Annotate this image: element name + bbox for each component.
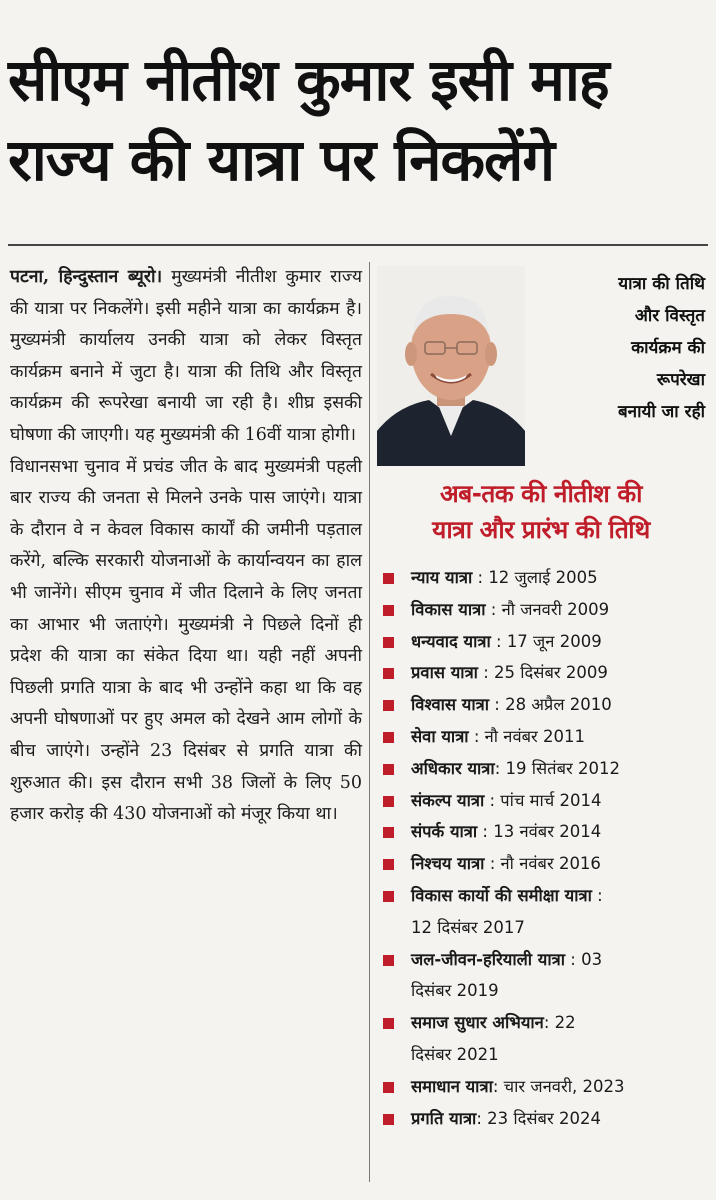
headline-line-1: सीएम नीतीश कुमार इसी माह (8, 46, 609, 114)
nitish-kumar-photo (377, 266, 525, 466)
caption-line-1: यात्रा की तिथि (618, 274, 705, 294)
trip-item (377, 880, 707, 944)
caption-line-3: कार्यक्रम की (631, 338, 705, 358)
trip-name: समाधान यात्रा (411, 1076, 493, 1096)
square-bullet-icon (383, 668, 394, 679)
trip-item (377, 944, 707, 1008)
trip-date: : 19 सितंबर 2012 (494, 758, 620, 778)
sidebar-title-line-1: अब-तक की नीतीश की (440, 479, 642, 508)
trip-item (377, 594, 707, 626)
square-bullet-icon (383, 573, 394, 584)
square-bullet-icon (383, 796, 394, 807)
trip-date: : 03 (565, 949, 603, 969)
trip-name: धन्यवाद यात्रा (411, 631, 491, 651)
photo-caption (533, 268, 705, 428)
square-bullet-icon (383, 637, 394, 648)
trip-date: : 13 नवंबर 2014 (477, 822, 602, 842)
trip-date-continued: दिसंबर 2021 (411, 1044, 499, 1064)
caption-line-2: और विस्तृत (634, 306, 705, 326)
article-text-1: मुख्यमंत्री नीतीश कुमार राज्य की यात्रा पर निकलेंगे। इसी महीने यात्रा का कार्यक्रम है। मुख्यमंत्री कार्यालय उनकी यात्रा को लेकर विस्तृत कार्यक्रम बनाने में जुटा है। यात्रा की तिथि और विस्तृत कार्यक्रम की रूपरेखा बनायी जा रही है। शीघ्र इसकी घोषणा की जाएगी। यह मुख्यमंत्री की 16वीं यात्रा होगी। (10, 267, 362, 445)
trip-date: : पांच मार्च 2014 (484, 790, 602, 810)
article-body (10, 262, 362, 831)
trip-item (377, 657, 707, 689)
trip-item (377, 785, 707, 817)
square-bullet-icon (383, 891, 394, 902)
trip-date: : 25 दिसंबर 2009 (477, 663, 608, 683)
square-bullet-icon (383, 1082, 394, 1093)
trip-name: न्याय यात्रा (411, 568, 473, 587)
trip-name: अधिकार यात्रा (411, 758, 495, 778)
square-bullet-icon (383, 732, 394, 743)
trip-name: प्रवास यात्रा (411, 663, 478, 683)
trip-item (377, 753, 707, 785)
trip-item (377, 626, 707, 658)
trip-name: संकल्प यात्रा (411, 790, 485, 810)
headline (8, 40, 708, 200)
square-bullet-icon (383, 827, 394, 838)
trip-name: विश्वास यात्रा (411, 695, 490, 715)
square-bullet-icon (383, 605, 394, 616)
article-paragraph-1 (10, 262, 362, 452)
trip-name: समाज सुधार अभियान (411, 1013, 544, 1033)
portrait-illustration (377, 266, 525, 466)
trip-date-continued: 12 दिसंबर 2017 (411, 917, 525, 937)
square-bullet-icon (383, 700, 394, 711)
trip-name: संपर्क यात्रा (411, 822, 478, 842)
square-bullet-icon (383, 764, 394, 775)
trip-item (377, 1007, 707, 1071)
trip-name: विकास कार्यो की समीक्षा यात्रा (411, 885, 592, 905)
trip-list (377, 562, 707, 1134)
headline-rule (8, 244, 708, 246)
trip-date: : 22 (543, 1013, 576, 1033)
trip-name: निश्चय यात्रा (411, 854, 485, 874)
dateline: पटना, हिन्दुस्तान ब्यूरो। (10, 267, 163, 287)
trip-item (377, 1071, 707, 1103)
trip-date: : 12 जुलाई 2005 (472, 568, 598, 587)
trip-item (377, 562, 707, 594)
column-divider (369, 262, 370, 1182)
trip-date-continued: दिसंबर 2019 (411, 981, 499, 1001)
caption-line-4: रूपरेखा (656, 370, 705, 390)
trip-item (377, 1103, 707, 1135)
trip-item (377, 816, 707, 848)
square-bullet-icon (383, 1018, 394, 1029)
article-paragraph-2: विधानसभा चुनाव में प्रचंड जीत के बाद मुख्यमंत्री पहली बार राज्य की जनता से मिलने उनके पास जाएंगे। यात्रा के दौरान वे न केवल विकास कार्यों की जमीनी पड़ताल करेंगे, बल्कि सरकारी योजनाओं के कार्यान्वयन का हाल भी जानेंगे। सीएम चुनाव में जीत दिलाने के लिए जनता का आभार भी जताएंगे। मुख्यमंत्री ने पिछले दिनों ही प्रदेश की यात्रा का संकेत दिया था। यही नहीं अपनी पिछली प्रगति यात्रा के बाद भी उन्होंने कहा था कि वह अपनी घोषणाओं पर हुए अमल को देखने आम लोगों के बीच जाएंगे। उन्होंने 23 दिसंबर से प्रगति यात्रा की शुरुआत की। इस दौरान सभी 38 जिलों के लिए 50 हजार करोड़ की 430 योजनाओं को मंजूर किया था। (10, 456, 362, 825)
trip-name: विकास यात्रा (411, 599, 486, 619)
trip-item (377, 848, 707, 880)
trip-date: : 23 दिसंबर 2024 (476, 1108, 601, 1128)
square-bullet-icon (383, 1114, 394, 1125)
square-bullet-icon (383, 859, 394, 870)
trip-name: सेवा यात्रा (411, 726, 469, 746)
trip-date: : नौ नवंबर 2016 (484, 854, 601, 874)
trip-name: प्रगति यात्रा (411, 1108, 477, 1128)
trip-date: : 17 जून 2009 (490, 631, 602, 651)
trip-date: : नौ जनवरी 2009 (485, 599, 610, 619)
headline-line-2: राज्य की यात्रा पर निकलेंगे (8, 126, 554, 194)
sidebar-title (373, 476, 709, 548)
trip-date: : (591, 885, 603, 905)
sidebar-title-line-2: यात्रा और प्रारंभ की तिथि (432, 515, 650, 544)
trip-item (377, 689, 707, 721)
trip-date: : नौ नवंबर 2011 (468, 726, 586, 746)
trip-name: जल-जीवन-हरियाली यात्रा (411, 949, 566, 969)
square-bullet-icon (383, 955, 394, 966)
trip-item (377, 721, 707, 753)
trip-date: : चार जनवरी, 2023 (492, 1076, 625, 1096)
trip-date: : 28 अप्रैल 2010 (489, 695, 612, 715)
caption-line-5: बनायी जा रही (617, 402, 705, 422)
sidebar-box (373, 262, 709, 1180)
